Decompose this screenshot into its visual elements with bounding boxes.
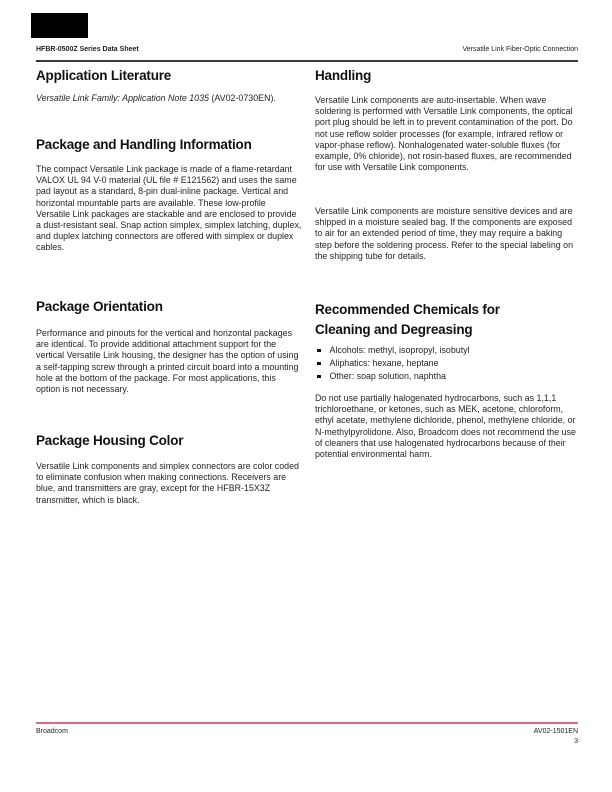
package-housing-color-paragraph: Versatile Link components and simplex connectors are color coded to eliminate confusion when making connections. Receivers are blue, and transmitters are gray, except for the HFBR-15X3Z transmitter, which is black. <box>36 461 299 505</box>
app-note-number: (AV02-0730EN). <box>208 93 276 103</box>
header-left-title: HFBR-0500Z Series Data Sheet <box>36 46 139 53</box>
header-right-title: Versatile Link Fiber-Optic Connection <box>462 46 578 53</box>
list-item-aliphatics <box>317 357 581 370</box>
section-title-package-handling-information: Package and Handling Information <box>36 137 252 152</box>
package-handling-paragraph: The compact Versatile Link package is made of a flame-retardant VALOX UL 94 V-0 material (UL file # E121562) and uses the same pad layout as a standard, 8-pin dual-inline package. Vertical and horizontal mountable parts are available. These low-profile Versatile Link packages are stackable and are enclosed to provide a dust-resistant seal. Snap action simplex, simplex latching, duplex, and duplex latching connectors are offered with simplex or duplex cables. <box>36 164 302 253</box>
section-title-handling: Handling <box>315 68 372 83</box>
app-note-reference: Versatile Link Family: Application Note 1035 <box>36 93 209 103</box>
handling-paragraph-2: Versatile Link components are moisture sensitive devices and are shipped in a moisture sealed bag. If the components are exposed to air for an extended period of time, they may require a baking step before the soldering process. Refer to the special labeling on the shipping tube for details. <box>315 206 574 261</box>
footer-page-number: 3 <box>574 738 578 745</box>
footer-rule <box>36 722 578 724</box>
square-bullet-icon <box>317 375 321 379</box>
application-literature-paragraph <box>36 93 302 104</box>
bullet-text: Aliphatics: hexane, heptane <box>329 358 439 368</box>
list-item-other <box>317 370 581 383</box>
footer-doc-number: AV02-1501EN <box>533 728 578 735</box>
section-title-package-housing-color: Package Housing Color <box>36 433 184 448</box>
footer-company: Broadcom <box>36 728 68 735</box>
chemicals-bullet-list <box>317 344 581 383</box>
bullet-text: Other: soap solution, naphtha <box>329 371 446 381</box>
left-column <box>36 0 302 792</box>
handling-paragraph-1: Versatile Link components are auto-insertable. When wave soldering is performed with Versatile Link components, the optical port plug should be left in to prevent contamination of the port. Do not use reflow solder processes (for example, infrared reflow or vapor-phase reflow). Nonhalogenated water-soluble fluxes (for example, 0% chloride), not rosin-based fluxes, are recommended for use with Versatile Link components. <box>315 95 573 173</box>
section-title-recommended-chemicals: Recommended Chemicals for Cleaning and Degreasing <box>315 302 500 337</box>
bullet-text: Alcohols: methyl, isopropyl, isobutyl <box>329 345 470 355</box>
square-bullet-icon <box>317 349 321 353</box>
package-orientation-paragraph: Performance and pinouts for the vertical and horizontal packages are identical. To provide additional attachment support for the vertical Versatile Link housing, the designer has the option of using a self-tapping screw through a printed circuit board into a mounting hole at the bottom of the package. For most applications, this option is not necessary. <box>36 328 299 395</box>
section-title-application-literature: Application Literature <box>36 68 172 83</box>
section-title-package-orientation: Package Orientation <box>36 299 163 314</box>
square-bullet-icon <box>317 362 321 366</box>
chemicals-warning-paragraph: Do not use partially halogenated hydrocarbons, such as 1,1,1 trichloroethane, or ketones, such as MEK, acetone, chloroform, ethyl acetate, methylene dichloride, phenol, methylene chloride, or N-methylpyrolidone. Also, Broadcom does not recommend the use of cleaners that use halogenated hydrocarbons because of their potential environmental harm. <box>315 393 576 460</box>
list-item-alcohols <box>317 344 581 357</box>
right-column <box>315 0 581 792</box>
